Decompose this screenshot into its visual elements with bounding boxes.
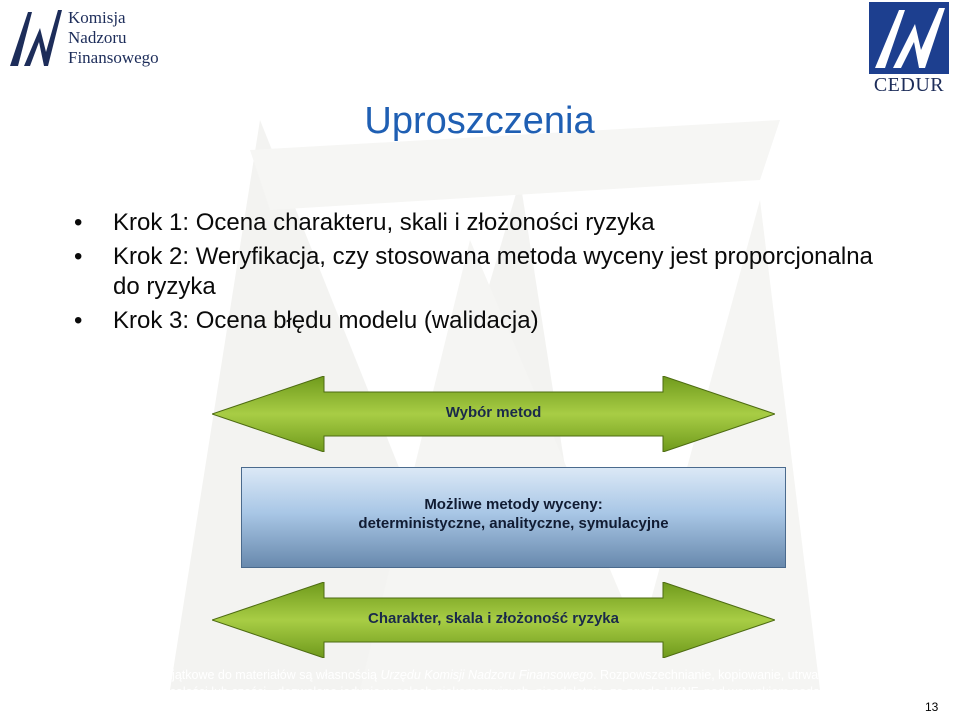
methods-box: [241, 467, 786, 568]
footer-line-1-c: . Rozpowszechnianie, kopiowanie, utrwalanie, publiczne: [593, 668, 905, 682]
footer-line-3-c: .: [828, 702, 833, 716]
knf-name: [68, 8, 159, 68]
footer-line-3: [58, 701, 908, 718]
knf-name-line-1: Komisja: [68, 8, 126, 27]
cedur-logo-icon: [869, 2, 949, 74]
cedur-text: CEDUR: [873, 74, 945, 96]
footer-line-2: wykorzystywanie całości lub części - dozwolone jedynie w celach niekomercyjnych, nieodpłatnie, za zgodą UKNF, pod warunkiem podania informacji: [72, 685, 894, 699]
footer-line-3-a: o pochodzeniu materiałów. Materiały szkoleniowe przygotowane w ramach projektu: [133, 702, 598, 716]
footer-line-1-b: Urzędu Komisji Nadzoru Finansowego: [380, 668, 594, 682]
bullet-dot: •: [74, 307, 83, 334]
footer-copyright: [58, 667, 908, 718]
bullet-item: [72, 306, 892, 336]
page-number: 13: [925, 700, 939, 714]
footer-line-1-a: Autorskie prawa majątkowe do materiałów są własnością: [61, 668, 381, 682]
knf-logo-icon: [6, 6, 68, 70]
bullet-text: Krok 1: Ocena charakteru, skali i złożoności ryzyka: [113, 209, 655, 236]
top-arrow-label: Wybór metod: [445, 404, 542, 421]
knf-name-line-2: Nadzoru: [68, 28, 127, 47]
bullet-text: Krok 3: Ocena błędu modelu (walidacja): [113, 307, 539, 334]
bullet-text: Krok 2: Weryfikacja, czy stosowana metoda wyceny jest proporcjonalna do ryzyka: [113, 243, 873, 300]
bullet-item: [72, 242, 892, 302]
bullet-item: [72, 208, 892, 238]
bottom-double-arrow: [212, 582, 775, 658]
footer-line-1: [58, 667, 908, 684]
slide-title: Uproszczenia: [364, 100, 595, 142]
methods-box-line-1: Możliwe metody wyceny:: [424, 496, 603, 513]
footer-line-3-b: Centrum Edukacji dla Uczestników Rynku: [597, 702, 829, 716]
top-double-arrow: [212, 376, 775, 452]
bullet-dot: •: [74, 209, 83, 236]
bullet-dot: •: [74, 243, 83, 270]
knf-name-line-3: Finansowego: [68, 48, 159, 67]
methods-box-line-2: deterministyczne, analityczne, symulacyjne: [358, 515, 669, 532]
bullet-list: [72, 208, 892, 340]
bottom-arrow-label: Charakter, skala i złożoność ryzyka: [368, 610, 619, 627]
